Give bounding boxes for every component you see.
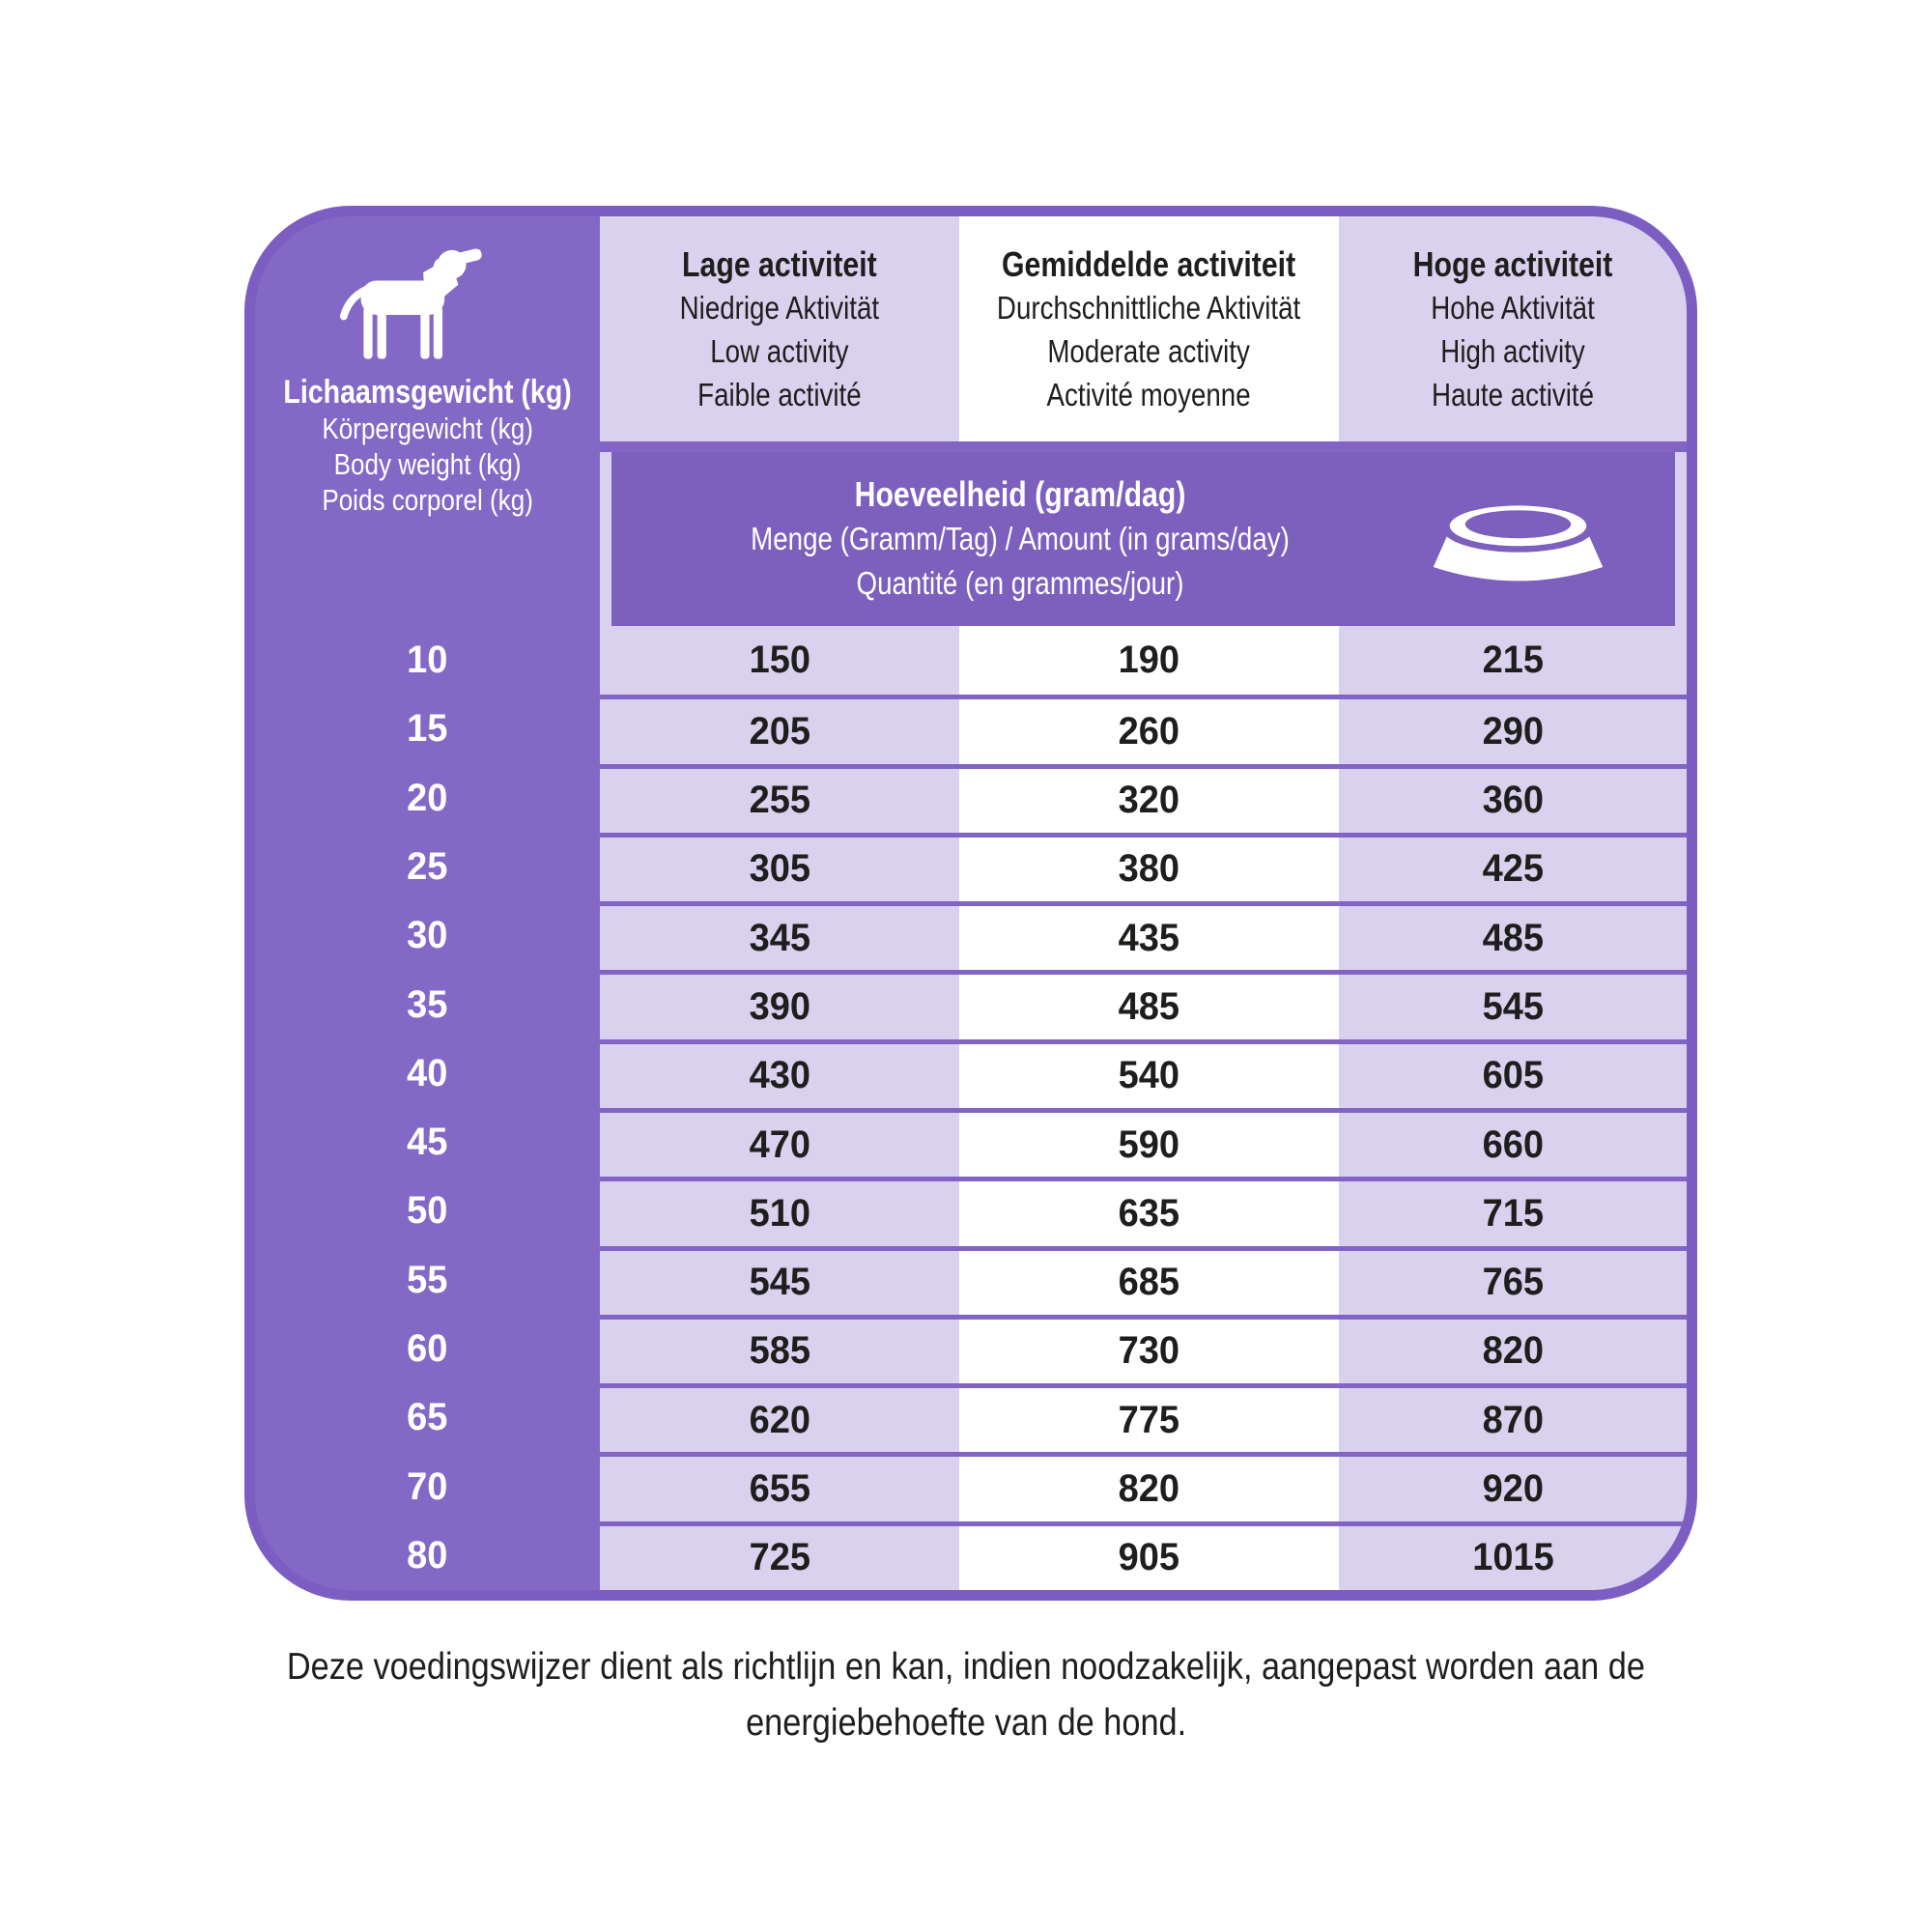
weight-column-header [255,216,600,518]
low-value-cell: 470 [600,1108,959,1177]
low-value-cell: 345 [600,901,959,970]
high-value-cell: 715 [1339,1177,1687,1245]
weight-cell: 35 [407,982,448,1026]
column-header-low-activity [600,216,959,441]
high-value-cell: 545 [1339,970,1687,1038]
table-row [255,1177,1687,1245]
moderate-value-cell: 590 [959,1108,1339,1177]
low-value-cell: 655 [600,1452,959,1520]
moderate-value-cell: 320 [959,764,1339,833]
moderate-activity-fr: Activité moyenne [1046,376,1252,412]
low-value-cell: 430 [600,1039,959,1108]
amount-banner [611,452,1675,626]
table-row [255,1452,1687,1520]
low-activity-fr: Faible activité [697,376,862,412]
high-value-cell: 360 [1339,764,1687,833]
weight-cell: 40 [407,1051,448,1094]
moderate-value-cell: 190 [959,626,1339,695]
feeding-guide-card [244,206,1697,1601]
table-row [255,1039,1687,1108]
high-activity-de: Hohe Aktivität [1431,289,1595,326]
amount-label-fr: Quantité (en grammes/jour) [856,565,1184,601]
moderate-value-cell: 435 [959,901,1339,970]
high-value-cell: 920 [1339,1452,1687,1520]
body-weight-label [283,375,571,518]
moderate-value-cell: 905 [959,1521,1339,1590]
footer-note [0,1639,1932,1751]
moderate-value-cell: 260 [959,695,1339,763]
weight-cell: 45 [407,1121,448,1164]
moderate-value-cell: 730 [959,1315,1339,1383]
moderate-activity-nl: Gemiddelde activiteit [1002,243,1296,284]
moderate-value-cell: 685 [959,1246,1339,1315]
moderate-activity-en: Moderate activity [1047,332,1251,369]
footer-note-line2: energiebehoefte van de hond. [745,1702,1187,1744]
moderate-value-cell: 540 [959,1039,1339,1108]
high-value-cell: 660 [1339,1108,1687,1177]
high-activity-fr: Haute activité [1432,376,1594,412]
table-row [255,626,1687,695]
low-value-cell: 510 [600,1177,959,1245]
weight-cell: 30 [407,914,448,957]
table-row [255,833,1687,901]
high-value-cell: 485 [1339,901,1687,970]
high-value-cell: 870 [1339,1383,1687,1452]
moderate-value-cell: 380 [959,833,1339,901]
weight-cell: 55 [407,1258,448,1301]
high-value-cell: 1015 [1339,1521,1687,1590]
high-value-cell: 765 [1339,1246,1687,1315]
moderate-value-cell: 820 [959,1452,1339,1520]
weight-cell: 15 [407,707,448,751]
table-row [255,1246,1687,1315]
amount-label-nl: Hoeveelheid (gram/dag) [854,474,1186,514]
moderate-value-cell: 485 [959,970,1339,1038]
low-value-cell: 205 [600,695,959,763]
weight-cell: 10 [407,639,448,682]
weight-cell: 20 [407,776,448,819]
body-weight-label-nl: Lichaamsgewicht (kg) [283,374,572,411]
table-row [255,901,1687,970]
weight-cell: 50 [407,1189,448,1233]
moderate-value-cell: 635 [959,1177,1339,1245]
high-value-cell: 290 [1339,695,1687,763]
footer-note-line1: Deze voedingswijzer dient als richtlijn en kan, indien noodzakelijk, aangepast worden aan de [286,1646,1646,1688]
column-header-moderate-activity [959,216,1339,441]
weight-cell: 60 [407,1326,448,1370]
high-value-cell: 215 [1339,626,1687,695]
column-header-high-activity [1339,216,1687,441]
low-value-cell: 585 [600,1315,959,1383]
body-weight-label-en: Body weight (kg) [333,447,522,481]
low-activity-de: Niedrige Aktivität [679,289,880,326]
low-value-cell: 150 [600,626,959,695]
low-activity-nl: Lage activiteit [682,243,877,284]
table-row [255,1521,1687,1590]
moderate-activity-de: Durchschnittliche Aktivität [997,289,1301,326]
high-value-cell: 820 [1339,1315,1687,1383]
low-value-cell: 390 [600,970,959,1038]
table-row [255,1383,1687,1452]
table-row [255,1108,1687,1177]
low-value-cell: 725 [600,1521,959,1590]
table-row [255,695,1687,763]
high-value-cell: 425 [1339,833,1687,901]
amount-banner-text [677,472,1364,606]
low-value-cell: 305 [600,833,959,901]
amount-label-de-en: Menge (Gramm/Tag) / Amount (in grams/day) [751,521,1290,556]
low-value-cell: 255 [600,764,959,833]
moderate-value-cell: 775 [959,1383,1339,1452]
weight-cell: 80 [407,1533,448,1577]
feeding-table [255,626,1687,1590]
dog-silhouette-icon [313,230,497,367]
low-activity-en: Low activity [710,332,849,369]
table-row [255,764,1687,833]
weight-cell: 65 [407,1396,448,1439]
dog-bowl-icon [1429,480,1607,598]
table-row [255,970,1687,1038]
weight-cell: 70 [407,1464,448,1508]
body-weight-label-fr: Poids corporel (kg) [322,483,533,517]
high-value-cell: 605 [1339,1039,1687,1108]
high-activity-en: High activity [1440,332,1585,369]
low-value-cell: 545 [600,1246,959,1315]
high-activity-nl: Hoge activiteit [1412,243,1613,284]
table-row [255,1315,1687,1383]
body-weight-label-de: Körpergewicht (kg) [322,412,533,445]
low-value-cell: 620 [600,1383,959,1452]
weight-cell: 25 [407,844,448,888]
